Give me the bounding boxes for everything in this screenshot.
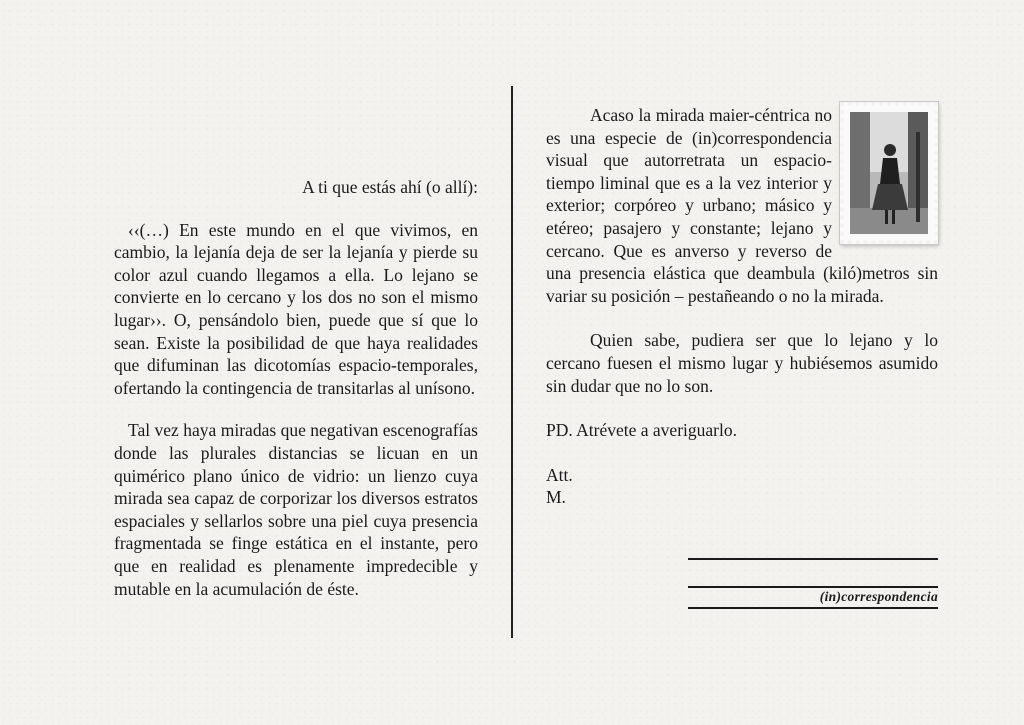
address-lines xyxy=(688,558,938,609)
center-divider xyxy=(511,86,513,638)
signoff xyxy=(546,464,938,509)
address-line-1 xyxy=(688,558,938,560)
left-paragraph-1: ‹‹(…) En este mundo en el que vivimos, en cambio, la lejanía deja de ser la lejanía y pierde su color azul cuando llegamos a ella. Lo lejano se convierte en lo cercano y los dos no son el mismo lugar››. O, pensándolo bien, puede que sí que lo sean. Existe la posibilidad de que haya realidades que difuminan las dicotomías espacio-temporales, ofertando la contingencia de transitarlas al unísono. xyxy=(114,219,478,398)
left-column xyxy=(114,176,478,620)
right-column xyxy=(546,104,938,509)
right-paragraph-1: Acaso la mirada maier-céntrica no es una especie de (in)correspondencia visual que autorretrata un espacio-tiempo liminal que es a la vez interior y exterior; corpóreo y urbano; másico y etéreo; pasajero y constante; lejano y cercano. Que es anverso y reverso de una presencia elástica que deambula (kiló)metros sin variar su posición – pestañeando o no la mirada. xyxy=(546,105,938,306)
greeting: A ti que estás ahí (o allí): xyxy=(302,177,478,197)
signoff-initial: M. xyxy=(546,487,566,508)
stamp-photo-icon xyxy=(850,112,928,234)
postscript: PD. Atrévete a averiguarlo. xyxy=(546,420,737,441)
brand-label: (in)correspondencia xyxy=(688,589,938,609)
signoff-att: Att. xyxy=(546,464,573,485)
right-paragraph-2: Quien sabe, pudiera ser que lo lejano y lo cercano fuesen el mismo lugar y hubiésemos asumido sin dudar que no lo son. xyxy=(546,330,938,396)
address-line-2 xyxy=(688,586,938,588)
postage-stamp xyxy=(840,102,938,244)
left-paragraph-2: Tal vez haya miradas que negativan escenografías donde las plurales distancias se licuan en un quimérico plano único de vidrio: un lienzo cuya mirada sea capaz de corporizar los diversos estratos espaciales y sellarlos sobre una piel cuya presencia fragmentada se finge estática en el instante, pero que en realidad es plenamente impredecible y mutable en la acumulación de éste. xyxy=(114,420,478,599)
